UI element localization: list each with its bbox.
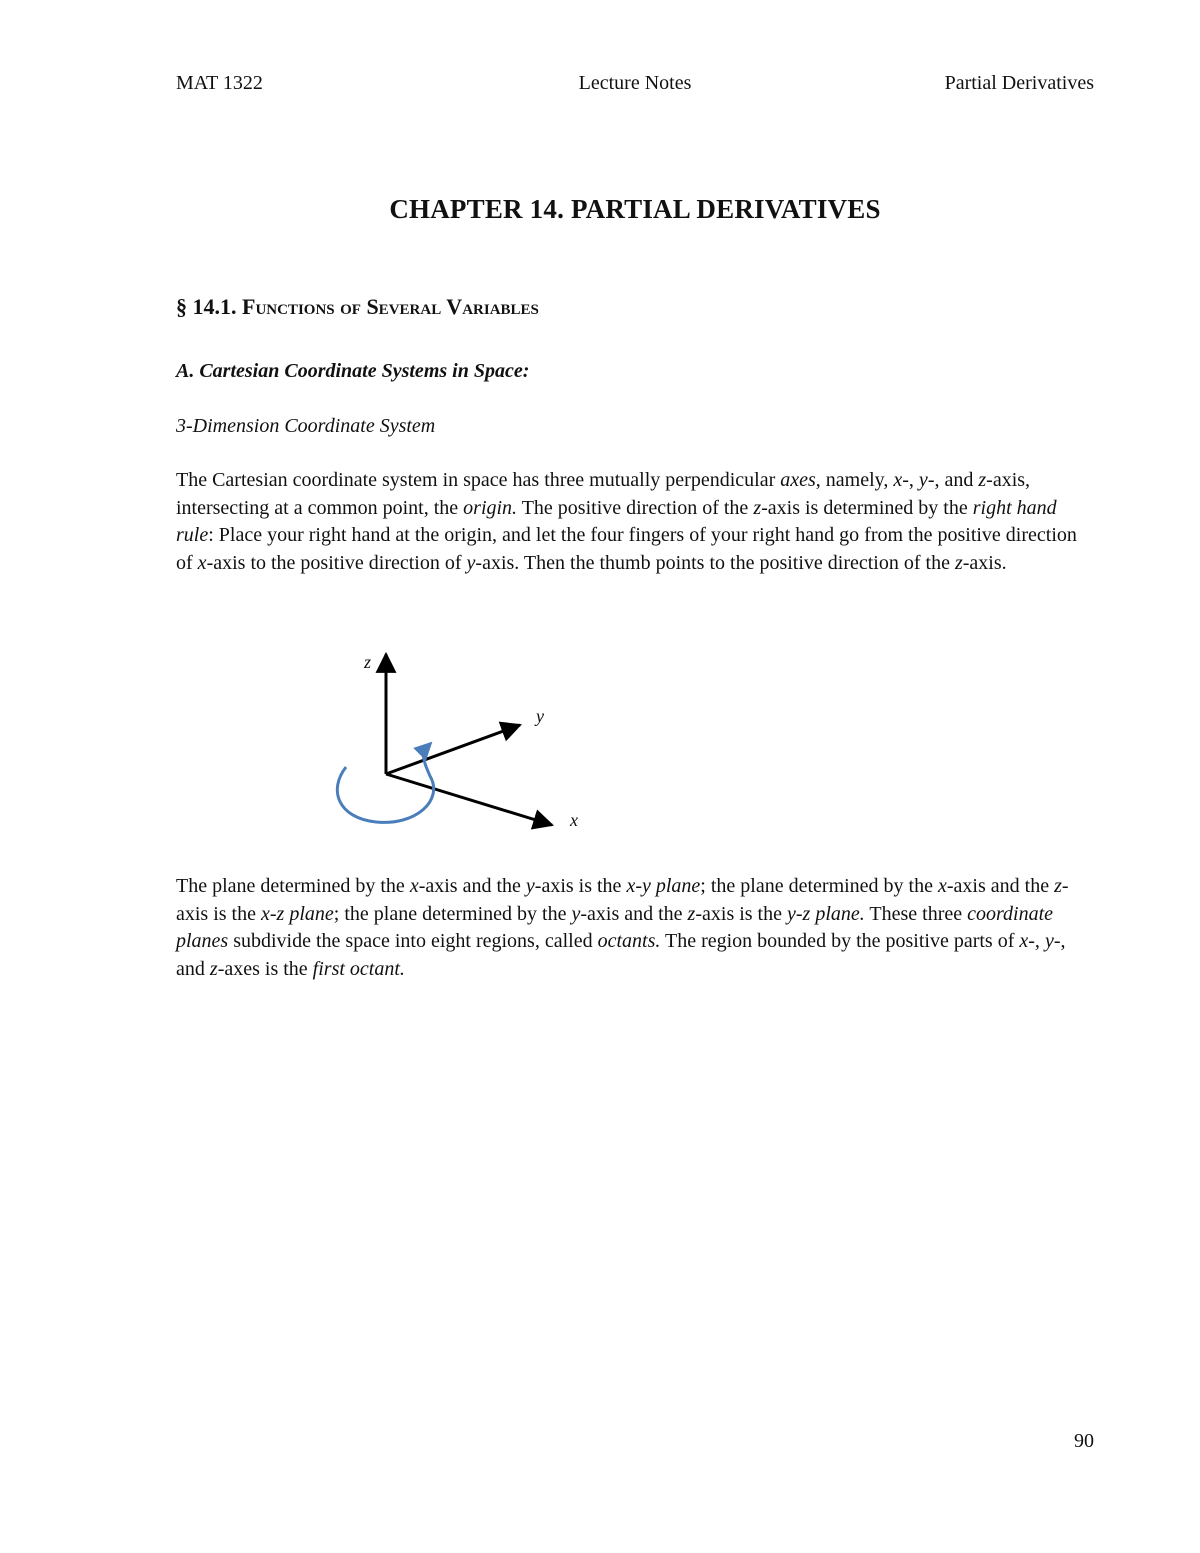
section-heading — [176, 294, 539, 320]
text-run: The plane determined by the — [176, 875, 410, 897]
text-run: -axis to the positive direction of — [206, 551, 467, 574]
text-run: x — [409, 875, 419, 897]
text-run: -axis is the — [176, 875, 1069, 925]
section-number: § 14.1. — [176, 294, 242, 319]
text-run: -axis is the — [534, 875, 627, 897]
text-run: x-y plane — [626, 875, 701, 897]
text-run: , namely, — [815, 469, 894, 491]
text-run: y — [466, 551, 476, 574]
text-run: -axis is determined by the — [761, 496, 973, 519]
header-topic: Partial Derivatives — [944, 72, 1094, 94]
text-run: x-z plane — [261, 902, 334, 925]
text-run: -axis and the — [580, 902, 688, 925]
y-axis-label: y — [536, 706, 544, 726]
coordinate-axes-figure — [320, 640, 600, 840]
subsubsection-heading: 3-Dimension Coordinate System — [176, 415, 436, 437]
text-run: z — [753, 496, 762, 519]
text-run: z — [687, 902, 696, 925]
text-run: x — [938, 875, 947, 897]
text-run: These three — [864, 902, 968, 925]
header-course: MAT 1322 — [176, 72, 263, 94]
text-run: x — [1019, 930, 1029, 952]
text-run: y — [1044, 930, 1054, 952]
text-run: z — [1054, 875, 1062, 897]
x-axis-label: x — [570, 810, 578, 830]
text-run: origin. — [463, 496, 518, 519]
text-run: -axis and the — [418, 875, 526, 897]
paragraph-coordinate-planes — [176, 873, 1096, 983]
paragraph-coordinate-system — [176, 467, 1096, 577]
header-title: Lecture Notes — [578, 72, 692, 94]
text-run: axes — [780, 469, 816, 491]
text-run: y-z plane. — [787, 902, 865, 925]
text-run: ; the plane determined by the — [333, 902, 572, 925]
text-run: x — [893, 469, 903, 491]
text-run: -, and — [927, 469, 979, 491]
z-axis-label: z — [364, 652, 372, 672]
text-run: x — [197, 551, 207, 574]
text-run: -, and — [176, 930, 1066, 980]
text-run: -, — [902, 469, 919, 491]
text-run: y — [918, 469, 928, 491]
text-run: subdivide the space into eight regions, called — [228, 930, 598, 952]
text-run: The positive direction of the — [517, 496, 754, 519]
text-run: y — [525, 875, 535, 897]
section-title: Functions of Several Variables — [242, 294, 539, 319]
page-number: 90 — [1074, 1430, 1094, 1452]
text-run: z — [209, 957, 218, 980]
text-run: The Cartesian coordinate system in space has three mutually perpendicular — [176, 469, 781, 491]
text-run: -axis, intersecting at a common point, the — [176, 469, 1031, 519]
text-run: -axes is the — [217, 957, 313, 980]
text-run: : Place your right hand at the origin, and let the four fingers of your right hand go from the positive direction of — [176, 524, 1077, 574]
text-run: -axis. — [962, 551, 1007, 574]
text-run: y — [571, 902, 581, 925]
text-run: right hand rule — [176, 496, 1057, 546]
text-run: coordinate planes — [176, 902, 1054, 952]
text-run: octants. — [597, 930, 661, 952]
text-run: The region bounded by the positive parts of — [660, 930, 1020, 952]
chapter-title: CHAPTER 14. PARTIAL DERIVATIVES — [389, 194, 881, 224]
text-run: -axis. Then the thumb points to the positive direction of the — [475, 551, 955, 574]
subsection-heading: A. Cartesian Coordinate Systems in Space: — [176, 360, 530, 382]
text-run: -axis is the — [695, 902, 787, 925]
y-axis — [386, 725, 520, 774]
text-run: -axis and the — [946, 875, 1055, 897]
text-run: first octant. — [312, 957, 405, 980]
text-run: -, — [1028, 930, 1045, 952]
text-run: ; the plane determined by the — [700, 875, 938, 897]
text-run: z — [978, 469, 987, 491]
text-run: z — [954, 551, 963, 574]
